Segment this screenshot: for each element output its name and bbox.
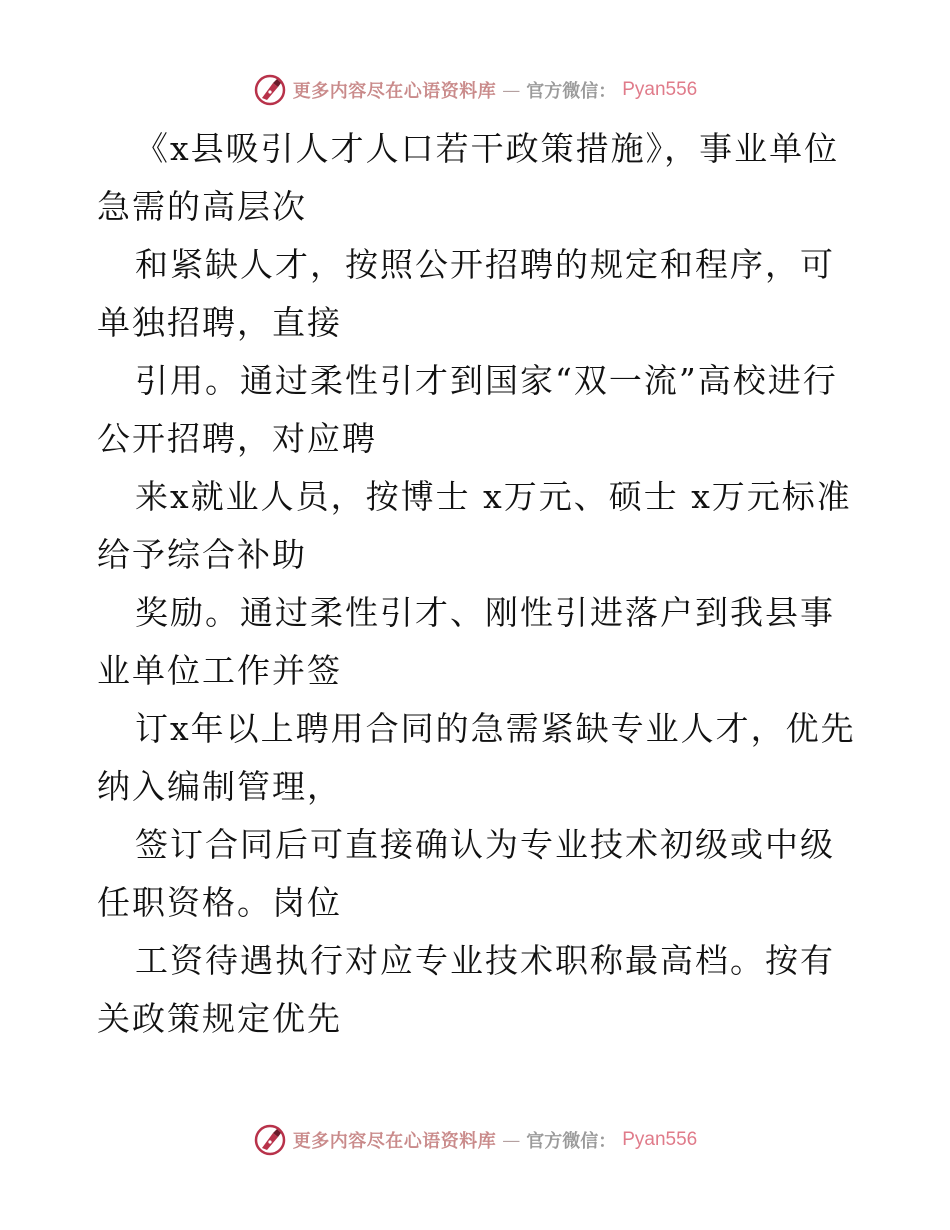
banner-dash: —	[502, 1129, 521, 1151]
paragraph-3: 引用。通过柔性引才到国家“双一流”高校进行公开招聘，对应聘	[97, 361, 838, 458]
paragraph-4: 来x就业人员，按博士 x万元、硕士 x万元标准给予综合补助	[97, 477, 852, 574]
header-banner	[0, 70, 950, 110]
banner-wechat-id: Pyan556	[622, 79, 698, 100]
banner-wechat-id: Pyan556	[622, 1129, 698, 1150]
banner-dash: —	[502, 79, 521, 101]
pen-nib-logo-icon	[253, 73, 287, 107]
paragraph-5: 奖励。通过柔性引才、刚性引进落户到我县事业单位工作并签	[97, 593, 835, 690]
document-body	[97, 120, 857, 1048]
footer-banner	[0, 1120, 950, 1160]
banner-wechat-label: 官方微信：	[526, 1131, 617, 1152]
banner-site-text: 更多内容尽在心语资料库	[292, 81, 497, 102]
paragraph-2: 和紧缺人才，按照公开招聘的规定和程序，可单独招聘，直接	[97, 245, 835, 342]
paragraph-6: 订x年以上聘用合同的急需紧缺专业人才，优先纳入编制管理，	[97, 709, 856, 806]
paragraph-7: 签订合同后可直接确认为专业技术初级或中级任职资格。岗位	[97, 825, 835, 922]
paragraph-1: 《x县吸引人才人口若干政策措施》，事业单位急需的高层次	[97, 129, 840, 226]
banner-wechat-label: 官方微信：	[526, 81, 617, 102]
banner-site-text: 更多内容尽在心语资料库	[292, 1131, 497, 1152]
paragraph-8: 工资待遇执行对应专业技术职称最高档。按有关政策规定优先	[97, 941, 835, 1038]
pen-nib-logo-icon	[253, 1123, 287, 1157]
